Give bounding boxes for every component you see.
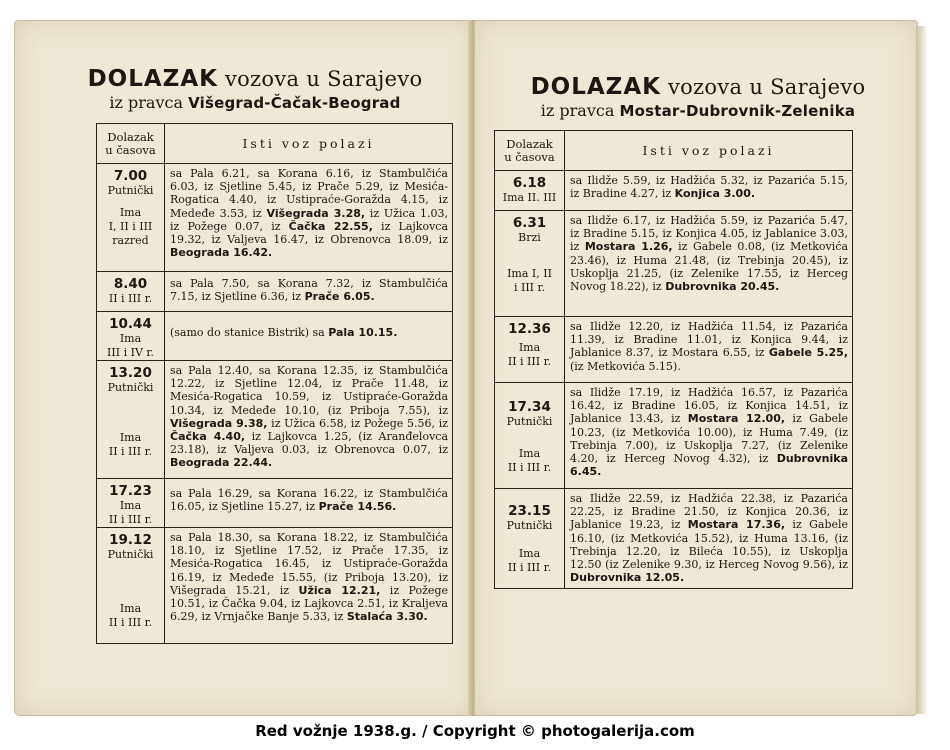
departures-text: sa Pala 16.29, sa Korana 16.22, iz Stambulčića 16.05, iz Sjetline 15.27, iz bbox=[170, 487, 448, 514]
departures-text: sa Pala 7.50, sa Korana 7.32, iz Stambulčića 7.15, iz Sjetline 6.36, iz bbox=[170, 277, 448, 304]
arrival-time: 23.15 bbox=[508, 503, 551, 519]
class-value: II i III r. bbox=[507, 355, 552, 368]
table-row bbox=[97, 479, 453, 528]
copyright-caption: Red vožnje 1938.g. / Copyright © photogalerija.com bbox=[255, 722, 695, 740]
departure-list bbox=[165, 312, 453, 361]
left-header-row bbox=[97, 124, 453, 164]
right-timetable bbox=[494, 130, 853, 589]
departures-text: (samo do stanice Bistrik) sa bbox=[170, 326, 325, 339]
departure-highlight: Mostara 17.36, bbox=[687, 518, 786, 532]
departure-list bbox=[165, 164, 453, 272]
arrival-time: 8.40 bbox=[113, 276, 148, 292]
table-row bbox=[97, 528, 453, 644]
class-value: II i III r. bbox=[108, 445, 153, 458]
departures-text: iz Gabele 16.10, (iz Metkovića 15.52), iz Huma 13.16, (iz Trebinja 12.20, iz Bileća 10.55), iz Uskoplja 12.50 (iz Zelenike 9.30, iz Herceg Novog 9.56), iz bbox=[570, 518, 849, 572]
left-timetable bbox=[96, 123, 453, 644]
departure-highlight: Konjica 3.00. bbox=[674, 187, 756, 201]
departure-highlight: Mostara 1.26, bbox=[584, 240, 673, 254]
class-value: II i III r. bbox=[108, 513, 153, 526]
table-row bbox=[495, 317, 853, 383]
left-route: Višegrad-Čačak-Beograd bbox=[188, 94, 401, 112]
right-subtitle bbox=[488, 101, 908, 120]
departure-list bbox=[565, 171, 853, 211]
right-title-block bbox=[488, 74, 908, 120]
left-header-arrival bbox=[97, 124, 165, 164]
departure-highlight: Stalaća 3.30. bbox=[346, 610, 428, 624]
arrival-cell bbox=[495, 211, 565, 317]
train-type: Putnički bbox=[506, 519, 553, 532]
left-title-word: DOLAZAK bbox=[87, 66, 218, 92]
arrival-cell bbox=[495, 171, 565, 211]
right-title-word: DOLAZAK bbox=[530, 74, 661, 100]
table-row bbox=[495, 171, 853, 211]
departure-highlight: Beograda 22.44. bbox=[170, 456, 273, 470]
arrival-cell bbox=[495, 383, 565, 489]
departure-highlight: Gabele 5.25, bbox=[768, 346, 848, 360]
departure-highlight: Mostara 12.00, bbox=[687, 412, 786, 426]
header-arrival-line1: Dolazak bbox=[107, 129, 154, 144]
departures-text: iz Lajkovca 1.25, (iz Aranđelovca 23.18), iz Valjeva 0.03, iz Obrenovca 0.07, iz bbox=[170, 430, 449, 457]
train-type: Ima bbox=[119, 499, 142, 512]
class-label: Ima bbox=[518, 547, 541, 560]
arrival-time: 17.34 bbox=[508, 399, 551, 415]
class-unit: razred bbox=[112, 234, 149, 247]
departures-text: (iz Metkovića 5.15). bbox=[570, 359, 681, 373]
departure-list bbox=[165, 272, 453, 312]
arrival-time: 13.20 bbox=[109, 365, 152, 381]
right-header-departs: Isti voz polazi bbox=[565, 131, 853, 171]
class-value: I, II i III bbox=[108, 220, 153, 233]
class-label: Ima bbox=[119, 602, 142, 615]
departure-highlight: Čačka 4.40, bbox=[170, 430, 246, 444]
arrival-time: 17.23 bbox=[109, 483, 152, 499]
train-type: Putnički bbox=[107, 381, 154, 394]
arrival-cell bbox=[97, 528, 165, 644]
arrival-time: 12.36 bbox=[508, 321, 551, 337]
right-header-arrival bbox=[495, 131, 565, 171]
departures-text: iz Užica 1.03, iz Požege 0.07, iz bbox=[170, 206, 448, 233]
arrival-time: 6.31 bbox=[512, 215, 547, 231]
departure-highlight: Višegrada 3.28, bbox=[266, 206, 366, 220]
right-route: Mostar-Dubrovnik-Zelenika bbox=[619, 102, 856, 120]
departures-text: sa Pala 6.21, sa Korana 6.16, iz Stambulčića 6.03, iz Sjetline 5.45, iz Prače 5.29, iz Mesića-Rogatica 4.40, iz Ustipraće-Goražda 4.15, iz Medeđe 3.53, iz bbox=[170, 167, 448, 220]
departures-text: sa Ilidže 17.19, iz Hadžića 16.57, iz Pazarića 16.42, iz Bradine 16.05, iz Konjica 14.51, iz Jablanice 13.43, iz bbox=[570, 386, 848, 426]
departures-text: sa Ilidže 5.59, iz Hadžića 5.32, iz Pazarića 5.15, iz Bradine 4.27, iz bbox=[570, 174, 848, 201]
left-title-rest: vozova u Sarajevo bbox=[224, 67, 423, 91]
departures-text: sa Pala 12.40, sa Korana 12.35, iz Stambulčića 12.22, iz Sjetline 12.04, iz Prače 11.48, iz Mesića-Rogatica 10.59, iz Ustipraće-Goražda 10.34, iz Medeđe 10.10, (iz Priboja 7.55), iz bbox=[170, 364, 448, 417]
train-type: Putnički bbox=[107, 548, 154, 561]
left-from-label: iz pravca bbox=[109, 93, 184, 112]
class-label: Ima bbox=[119, 206, 142, 219]
departure-list bbox=[565, 317, 853, 383]
train-type: Ima II. III bbox=[502, 191, 557, 204]
departure-highlight: Prače 6.05. bbox=[304, 290, 375, 304]
arrival-time: 10.44 bbox=[109, 316, 152, 332]
table-row bbox=[97, 312, 453, 361]
train-type: Ima bbox=[119, 332, 142, 345]
class-value: II i III r. bbox=[507, 561, 552, 574]
class-value: II i III r. bbox=[507, 461, 552, 474]
departures-text: iz Lajkovca 19.32, iz Valjeva 16.47, iz Obrenovca 18.09, iz bbox=[170, 219, 449, 247]
departures-text: sa Ilidže 22.59, iz Hadžića 22.38, iz Pazarića 22.25, iz Bradine 21.50, iz Konjica 20.36, iz Jablanice 19.23, iz bbox=[570, 492, 848, 532]
departures-text: sa Ilidže 6.17, iz Hadžića 5.59, iz Pazarića 5.47, iz Bradine 5.15, iz Konjica 4.05, iz Jablanice 3.03, iz bbox=[570, 214, 848, 254]
left-header-departs: Isti voz polazi bbox=[165, 124, 453, 164]
class-label: Ima bbox=[518, 447, 541, 460]
left-subtitle bbox=[40, 93, 470, 112]
departure-list bbox=[165, 479, 453, 528]
departures-text: sa Pala 18.30, sa Korana 18.22, iz Stambulčića 18.10, iz Sjetline 17.52, iz Prače 17.35, iz Mesića-Rogatica 16.45, iz Ustipraće-Goražda 16.19, iz Medeđe 15.55, (iz Priboja 13.20), iz Višegrada 15.21, iz bbox=[170, 531, 448, 597]
table-row bbox=[97, 164, 453, 272]
arrival-cell bbox=[97, 164, 165, 272]
departure-highlight: Užica 12.21, bbox=[298, 583, 381, 597]
class-value: i III r. bbox=[513, 281, 546, 294]
arrival-time: 6.18 bbox=[512, 175, 547, 191]
arrival-cell bbox=[97, 361, 165, 479]
departure-highlight: Pala 10.15. bbox=[328, 326, 398, 339]
departures-text: iz Požege 10.51, iz Čačka 9.04, iz Lajkovca 2.51, iz Kraljeva 6.29, iz Vrnjačke Banje 5.33, iz bbox=[170, 583, 448, 624]
left-title-block bbox=[40, 66, 470, 112]
right-header-row bbox=[495, 131, 853, 171]
train-type: Brzi bbox=[518, 231, 541, 244]
class-label: Ima I, II bbox=[507, 267, 552, 280]
right-from-label: iz pravca bbox=[540, 101, 615, 120]
arrival-time: 19.12 bbox=[109, 532, 152, 548]
table-row bbox=[97, 272, 453, 312]
departures-text: sa Ilidže 12.20, iz Hadžića 11.54, iz Pazarića 11.39, iz Bradine 11.01, iz Konjica 9.44, iz Jablanice 8.37, iz Mostara 6.55, iz bbox=[570, 320, 848, 360]
departure-highlight: Višegrada 9.38, bbox=[170, 416, 268, 430]
class-label: Ima bbox=[119, 431, 142, 444]
departure-list bbox=[165, 361, 453, 479]
train-type: Putnički bbox=[506, 415, 553, 428]
departure-highlight: Dubrovnika 12.05. bbox=[570, 571, 685, 585]
header-arrival-line2: u časova bbox=[105, 142, 156, 157]
arrival-cell bbox=[495, 489, 565, 589]
departure-list bbox=[565, 489, 853, 589]
arrival-cell bbox=[97, 272, 165, 312]
departure-highlight: Dubrovnika 6.45. bbox=[570, 452, 849, 479]
departure-list bbox=[165, 528, 453, 644]
departures-text: iz Užica 6.58, iz Požege 5.56, iz bbox=[271, 416, 449, 430]
departure-highlight: Čačka 22.55, bbox=[288, 219, 373, 233]
header-arrival-line1: Dolazak bbox=[506, 136, 553, 151]
departures-text: iz Gabele 10.23, (iz Metkovića 10.00), iz Huma 7.49, (iz Trebinja 7.00), iz Uskoplja 7.27, (iz Zelenike 4.20, iz Herceg Novog 4.32), iz bbox=[570, 412, 849, 466]
departures-text: iz Gabele 0.08, (iz Metkovića 23.46), iz Huma 21.48, (iz Trebinja 20.45), iz Uskoplja 21.25, (iz Zelenike 17.55, iz Herceg Novog 18.22), iz bbox=[570, 240, 849, 294]
table-row bbox=[97, 361, 453, 479]
class-value: II i III r. bbox=[108, 616, 153, 629]
departure-list bbox=[565, 211, 853, 317]
arrival-cell bbox=[97, 312, 165, 361]
left-title bbox=[40, 66, 470, 92]
table-row bbox=[495, 489, 853, 589]
departure-list bbox=[565, 383, 853, 489]
table-row bbox=[495, 383, 853, 489]
class-value: III i IV r. bbox=[107, 346, 154, 359]
right-title bbox=[488, 74, 908, 100]
arrival-time: 7.00 bbox=[113, 168, 148, 184]
departure-highlight: Dubrovnika 20.45. bbox=[665, 280, 780, 294]
arrival-cell bbox=[495, 317, 565, 383]
class-label: Ima bbox=[518, 341, 541, 354]
header-arrival-line2: u časova bbox=[504, 149, 555, 164]
right-title-rest: vozova u Sarajevo bbox=[667, 75, 866, 99]
arrival-cell bbox=[97, 479, 165, 528]
train-type: II i III r. bbox=[108, 292, 153, 305]
departure-highlight: Beograda 16.42. bbox=[170, 246, 273, 260]
table-row bbox=[495, 211, 853, 317]
page-edge-shadow bbox=[916, 26, 928, 714]
train-type: Putnički bbox=[107, 184, 154, 197]
departure-highlight: Prače 14.56. bbox=[318, 500, 397, 514]
